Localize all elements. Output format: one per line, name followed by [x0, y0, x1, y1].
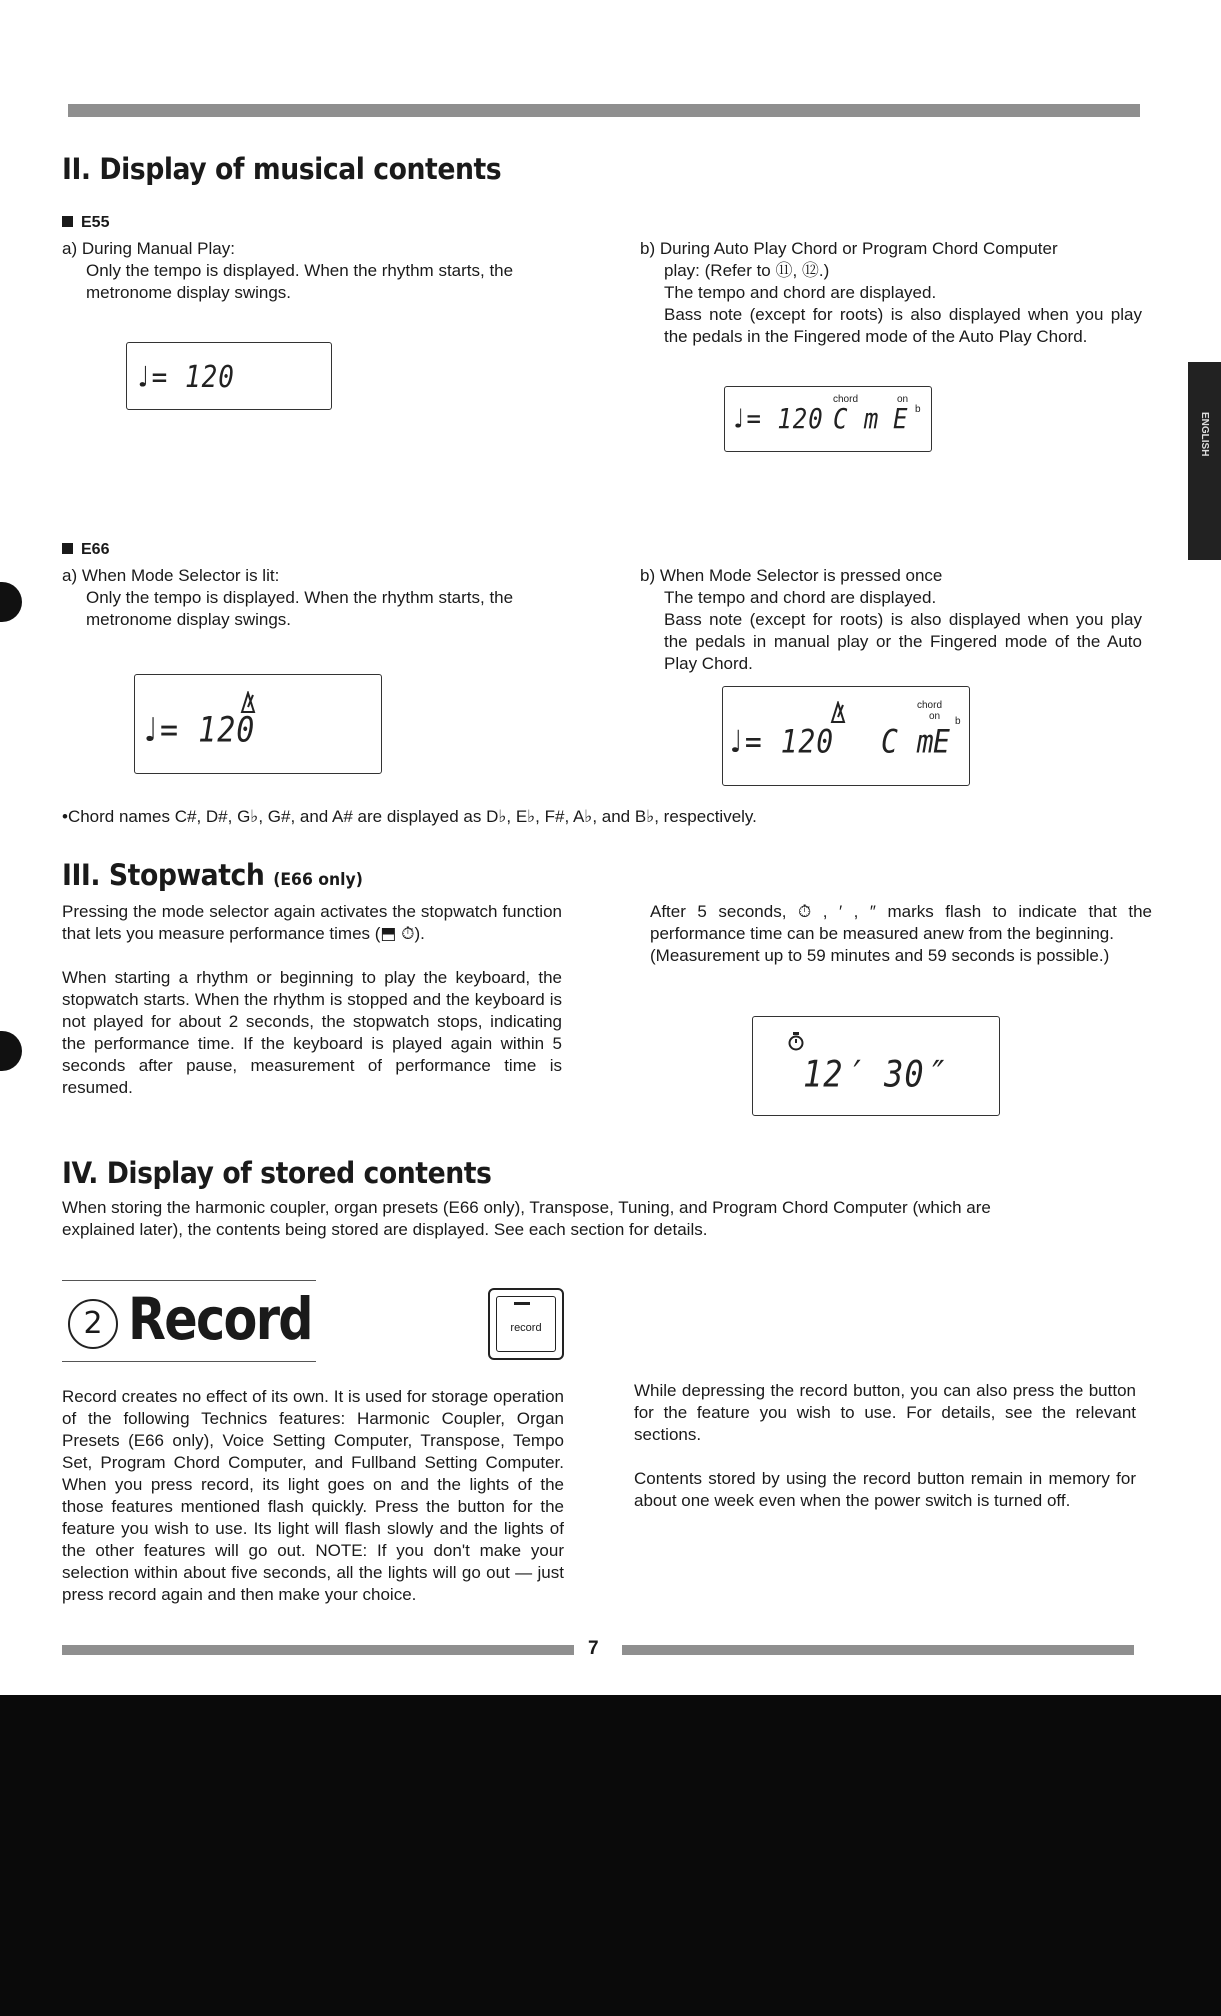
bottom-rule-right: [622, 1645, 1134, 1655]
stopwatch-p1: Pressing the mode selector again activates the stopwatch function that lets you measure performance times (⬒ ⏱).: [62, 902, 562, 943]
e55-b-line2: play: (Refer to ⑪, ⑫.): [664, 261, 830, 280]
metronome-icon: [239, 691, 257, 713]
stored-contents-text: When storing the harmonic coupler, organ presets (E66 only), Transpose, Tuning, and Program Chord Computer (which are explained later), the contents being stored are displayed. See each section for details.: [62, 1198, 991, 1239]
top-rule: [68, 104, 1140, 117]
stopwatch-right-text: [650, 901, 1152, 967]
e66-a-lcd-value: ♩= 120: [141, 710, 256, 751]
e55-b-text2: Bass note (except for roots) is also displayed when you play the pedals in the Fingered mode of the Auto Play Chord.: [664, 305, 1142, 346]
e55-heading: E55: [62, 214, 109, 232]
e55-a-text: Only the tempo is displayed. When the rhythm starts, the metronome display swings.: [86, 261, 514, 302]
chord-names-note: •Chord names C#, D#, G♭, G#, and A# are displayed as D♭, E♭, F#, A♭, and B♭, respectively.: [62, 807, 757, 826]
e55-b-lcd-display: [724, 386, 932, 452]
section-2-title: II. Display of musical contents: [62, 152, 502, 186]
language-side-tab: ENGLISH: [1188, 362, 1221, 560]
record-button-indicator: [514, 1302, 530, 1305]
stopwatch-p3: After 5 seconds, ⏱ , ′ , ″ marks flash to indicate that the performance time can be measured anew from the beginning.: [650, 902, 1152, 943]
e66-a-title: a) When Mode Selector is lit:: [62, 566, 280, 585]
record-section-number: 2: [68, 1299, 118, 1349]
e66-b-lcd-tempo: ♩= 120: [727, 722, 835, 761]
record-right-p2: Contents stored by using the record button remain in memory for about one week even when the power switch is turned off.: [634, 1469, 1136, 1510]
e66-a-text: Only the tempo is displayed. When the rhythm starts, the metronome display swings.: [86, 588, 514, 629]
e66-a-block: [62, 565, 582, 631]
section-4-title: IV. Display of stored contents: [62, 1156, 492, 1190]
e66-heading: E66: [62, 541, 109, 559]
stopwatch-p4: (Measurement up to 59 minutes and 59 seconds is possible.): [650, 946, 1110, 965]
e66-b-chord-label: chord: [917, 700, 943, 711]
e66-b-on-label: on: [929, 711, 941, 722]
stopwatch-p2: When starting a rhythm or beginning to play the keyboard, the stopwatch starts. When the rhythm is stopped and the keyboard is not played for about 2 seconds, the stopwatch stops, indicating the performance time. If the keyboard is played again within 5 seconds after pause, measurement of performance time is resumed.: [62, 968, 562, 1097]
e66-a-lcd-display: [134, 674, 382, 774]
section-3-title: III. Stopwatch (E66 only): [62, 858, 363, 892]
e55-a-lcd-display: [126, 342, 332, 410]
e55-a-title: a) During Manual Play:: [62, 239, 235, 258]
e55-b-lcd-tempo: ♩= 120: [731, 402, 824, 436]
record-title-block: [62, 1280, 316, 1362]
e55-b-on-label: on: [897, 394, 909, 405]
e66-b-lcd-chord: C m: [881, 722, 935, 761]
metronome-icon: [829, 701, 847, 723]
e66-b-block: [640, 565, 1142, 675]
bottom-rule-left: [62, 1645, 574, 1655]
record-button-label: record: [510, 1322, 542, 1334]
record-right-p1: While depressing the record button, you can also press the button for the feature you wish to use. For details, see the relevant sections.: [634, 1381, 1136, 1444]
e66-b-lcd-display: [722, 686, 970, 786]
e55-b-lcd-chord: C m: [833, 402, 880, 436]
stopwatch-left-text: [62, 901, 562, 1099]
e66-b-text2: Bass note (except for roots) is also displayed when you play the pedals in manual play or the Fingered mode of the Auto Play Chord.: [664, 610, 1142, 673]
e55-b-chord-label: chord: [833, 394, 859, 405]
stopwatch-lcd-display: [752, 1016, 1000, 1116]
record-right-text: [634, 1380, 1136, 1512]
e66-b-title: b) When Mode Selector is pressed once: [640, 566, 943, 585]
binding-hole-2: [0, 1031, 22, 1071]
e55-a-lcd-value: ♩= 120: [135, 360, 235, 396]
e55-b-title: b) During Auto Play Chord or Program Chord Computer: [640, 239, 1058, 258]
e55-a-block: [62, 238, 582, 304]
stopwatch-icon: [787, 1031, 805, 1051]
e66-b-lcd-bass: E: [933, 722, 951, 761]
stopwatch-lcd-value: 12′ 30″: [803, 1052, 945, 1096]
binding-hole-1: [0, 582, 22, 622]
e55-b-block: [640, 238, 1142, 348]
section-3-title-suffix: (E66 only): [273, 870, 363, 890]
record-left-text: Record creates no effect of its own. It is used for storage operation of the following Technics features: Harmonic Coupler, Organ Presets (E66 only), Voice Setting Computer, Transpose, Tempo Set, Program Chord Computer, and Fullband Setting Computer. When you press record, its light goes on and the lights of the those features mentioned flash quickly. Press the button for the feature you wish to use. Its light will flash slowly and the lights of the other features will go out. NOTE: If you don't make your selection within about five seconds, all the lights will go out — just press record again and then make your choice.: [62, 1387, 564, 1604]
e66-b-text1: The tempo and chord are displayed.: [664, 588, 937, 607]
e55-b-text1: The tempo and chord are displayed.: [664, 283, 937, 302]
page-number: 7: [588, 1638, 599, 1659]
e55-b-lcd-bass: E: [893, 402, 909, 436]
record-title: Record: [128, 1285, 312, 1353]
e66-b-lcd-flat: b: [955, 716, 961, 727]
record-button-illustration: [488, 1288, 564, 1360]
e55-b-lcd-flat: b: [915, 404, 921, 415]
scan-background: [0, 1695, 1221, 2016]
